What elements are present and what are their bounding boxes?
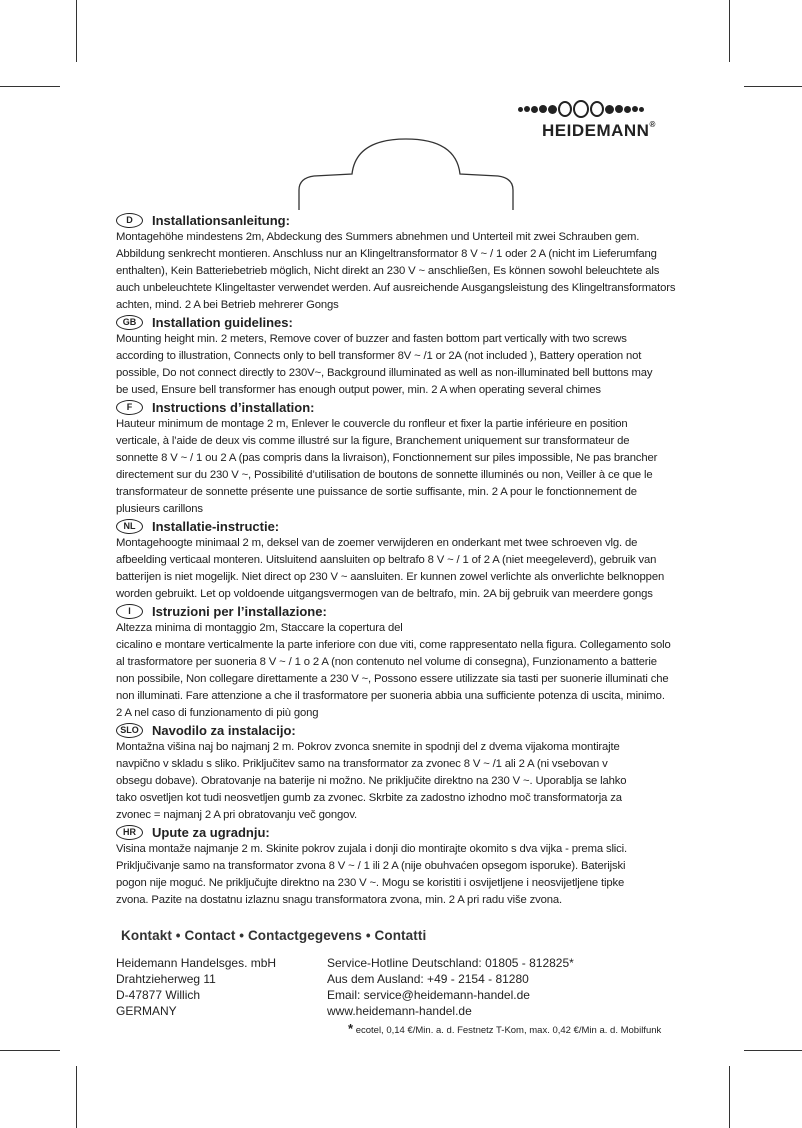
language-badge-icon: D [116, 213, 143, 228]
section-de [116, 212, 696, 314]
heidemann-dots-logo-icon [518, 100, 644, 118]
company-address [116, 955, 276, 1019]
language-badge-icon: SLO [116, 723, 143, 738]
language-badge-icon: NL [116, 519, 143, 534]
company-name: Heidemann Handelsges. mbH [116, 956, 277, 970]
crop-mark [744, 86, 802, 87]
footnote-mark: * [348, 1021, 354, 1036]
website-link[interactable]: www.heidemann-handel.de [327, 1004, 472, 1018]
section-gb [116, 314, 696, 399]
crop-mark [744, 1050, 802, 1051]
crop-mark [0, 86, 60, 87]
section-body: Montagehoogte minimaal 2 m, deksel van de zoemer verwijderen en onderkant met twee schroeven vlg. de afbeelding verticaal monteren. Uitsluitend aansluiten op beltrafo 8 V ~ / 1 of 2 A (niet meegeleverd), gebruik van batterijen is niet mogelijk. Niet direct op 230 V ~ aansluiten. Er kunnen zowel verlichte als onverlichte belknoppen worden gebruikt. Let op voldoende uitgangsvermogen van de beltrafo, min. 2A bij gebruik van meerdere gongs [116, 537, 665, 600]
section-title: Istruzioni per l’installazione: [152, 604, 327, 619]
bell-outline-icon [296, 138, 516, 210]
email-link[interactable]: Email: service@heidemann-handel.de [327, 988, 530, 1002]
section-body: Montagehöhe mindestens 2m, Abdeckung des Summers abnehmen und Unterteil mit zwei Schrauben gem. Abbildung senkrecht montieren. Anschluss nur an Klingeltransformator 8 V ~ / 1 oder 2 A (nicht im Lieferumfang enthalten), Kein Batteriebetrieb möglich, Nicht direkt an 230 V ~ anschließen, Es können sowohl beleuchtete als auch unbeleuchtete Klingeltaster verwendet werden. Auf ausreichende Ausgangsleistung des Klingeltransformators achten, mind. 2 A bei Betrieb mehrerer Gongs [116, 231, 676, 311]
language-badge-icon: I [116, 604, 143, 619]
section-body: Altezza minima di montaggio 2m, Staccare la copertura del cicalino e montare verticalmente la parte inferiore con due viti, come rappresentato nella figura. Collegamento solo al trasformatore per suoneria 8 V ~ / 1 o 2 A (non contenuto nel volume di consegna), Funzionamento a batterie non possibile, Non collegare direttamente a 230 V ~, Possono essere utilizzate sia tasti per suonerie illuminati che non illuminati. Fare attenzione a che il trasformatore per suoneria abbia una sufficiente potenza di uscita, minimo. 2 A nel caso di funzionamento di più gong [116, 622, 671, 719]
crop-mark [0, 1050, 60, 1051]
section-fr [116, 399, 696, 518]
language-badge-icon: GB [116, 315, 143, 330]
instruction-sections [116, 212, 696, 909]
brand-logo [516, 100, 696, 140]
hotline-abroad: Aus dem Ausland: +49 - 2154 - 81280 [327, 972, 529, 986]
section-title: Installation guidelines: [152, 315, 293, 330]
section-body: Hauteur minimum de montage 2 m, Enlever le couvercle du ronfleur et fixer la partie inférieure en position verticale, à l’aide de deux vis comme illustré sur la figure, Branchement uniquement sur transformateur de sonnette 8 V ~ / 1 ou 2 A (pas compris dans la livraison), Fonctionnement sur piles impossible, Ne pas brancher directement sur du 230 V ~, Possibilité d’utilisation de boutons de sonnette illuminés ou non, Veiller à ce que le transformateur de sonnette présente une puissance de sortie suffisante, min. 2 A pour le fonctionnement de plusieurs carillons [116, 418, 658, 515]
hotline-de: Service-Hotline Deutschland: 01805 - 812825* [327, 956, 574, 970]
crop-mark [76, 0, 77, 62]
section-nl [116, 518, 696, 603]
crop-mark [729, 1066, 730, 1128]
language-badge-icon: F [116, 400, 143, 415]
footnote-text: ecotel, 0,14 €/Min. a. d. Festnetz T-Kom, max. 0,42 €/Min a. d. Mobilfunk [355, 1025, 662, 1036]
section-slo [116, 722, 696, 824]
section-title: Navodilo za instalacijo: [152, 723, 296, 738]
brand-name: HEIDEMANN® [542, 120, 656, 140]
crop-mark [729, 0, 730, 62]
section-hr [116, 824, 696, 909]
language-badge-icon: HR [116, 825, 143, 840]
country: GERMANY [116, 1004, 177, 1018]
section-title: Installationsanleitung: [152, 213, 290, 228]
footnote [348, 1021, 661, 1036]
section-title: Upute za ugradnju: [152, 825, 270, 840]
section-title: Installatie-instructie: [152, 519, 280, 534]
service-contacts [327, 955, 574, 1019]
section-body: Mounting height min. 2 meters, Remove cover of buzzer and fasten bottom part vertically with two screws according to illustration, Connects only to bell transformer 8V ~ /1 or 2A (not included ), Battery operation not possible, Do not connect directly to 230V~, Background illuminated as well as non-illuminated bell buttons may be used, Ensure bell transformer has enough output power, min. 2 A when operating several chimes [116, 333, 653, 396]
section-title: Instructions d’installation: [152, 400, 315, 415]
city: D-47877 Willich [116, 988, 201, 1002]
section-it [116, 603, 696, 722]
section-body: Montažna višina naj bo najmanj 2 m. Pokrov zvonca snemite in spodnji del z dvema vijakoma montirajte navpično v skladu s sliko. Priključitev samo na transformator za zvonec 8 V ~ /1 ali 2 A (ni vsebovan v obsegu dobave). Obratovanje na baterije ni možno. Ne priključite direktno na 230 V ~. Uporablja se lahko tako osvetljen kot tudi neosvetljen gumb za zvonec. Skrbite za zadostno izhodno moč transformatorja za zvonec = najmanj 2 A pri obratovanju več gongov. [116, 741, 627, 821]
crop-mark [76, 1066, 77, 1128]
section-body: Visina montaže najmanje 2 m. Skinite pokrov zujala i donji dio montirajte okomito s dva vijka - prema slici. Priključivanje samo na transformator zvona 8 V ~ / 1 ili 2 A (nije obuhvaćen opsegom isporuke). Baterijski pogon nije moguć. Ne priključujte direktno na 230 V ~. Mogu se koristiti i osvijetljene i neosvijetljene tipke zvona. Pazite na dostatnu izlaznu snagu transformatora zvona, min. 2 A pri radu više zvona. [116, 843, 628, 906]
street: Drahtzieherweg 11 [116, 972, 216, 986]
contact-heading: Kontakt • Contact • Contactgegevens • Contatti [121, 928, 427, 943]
